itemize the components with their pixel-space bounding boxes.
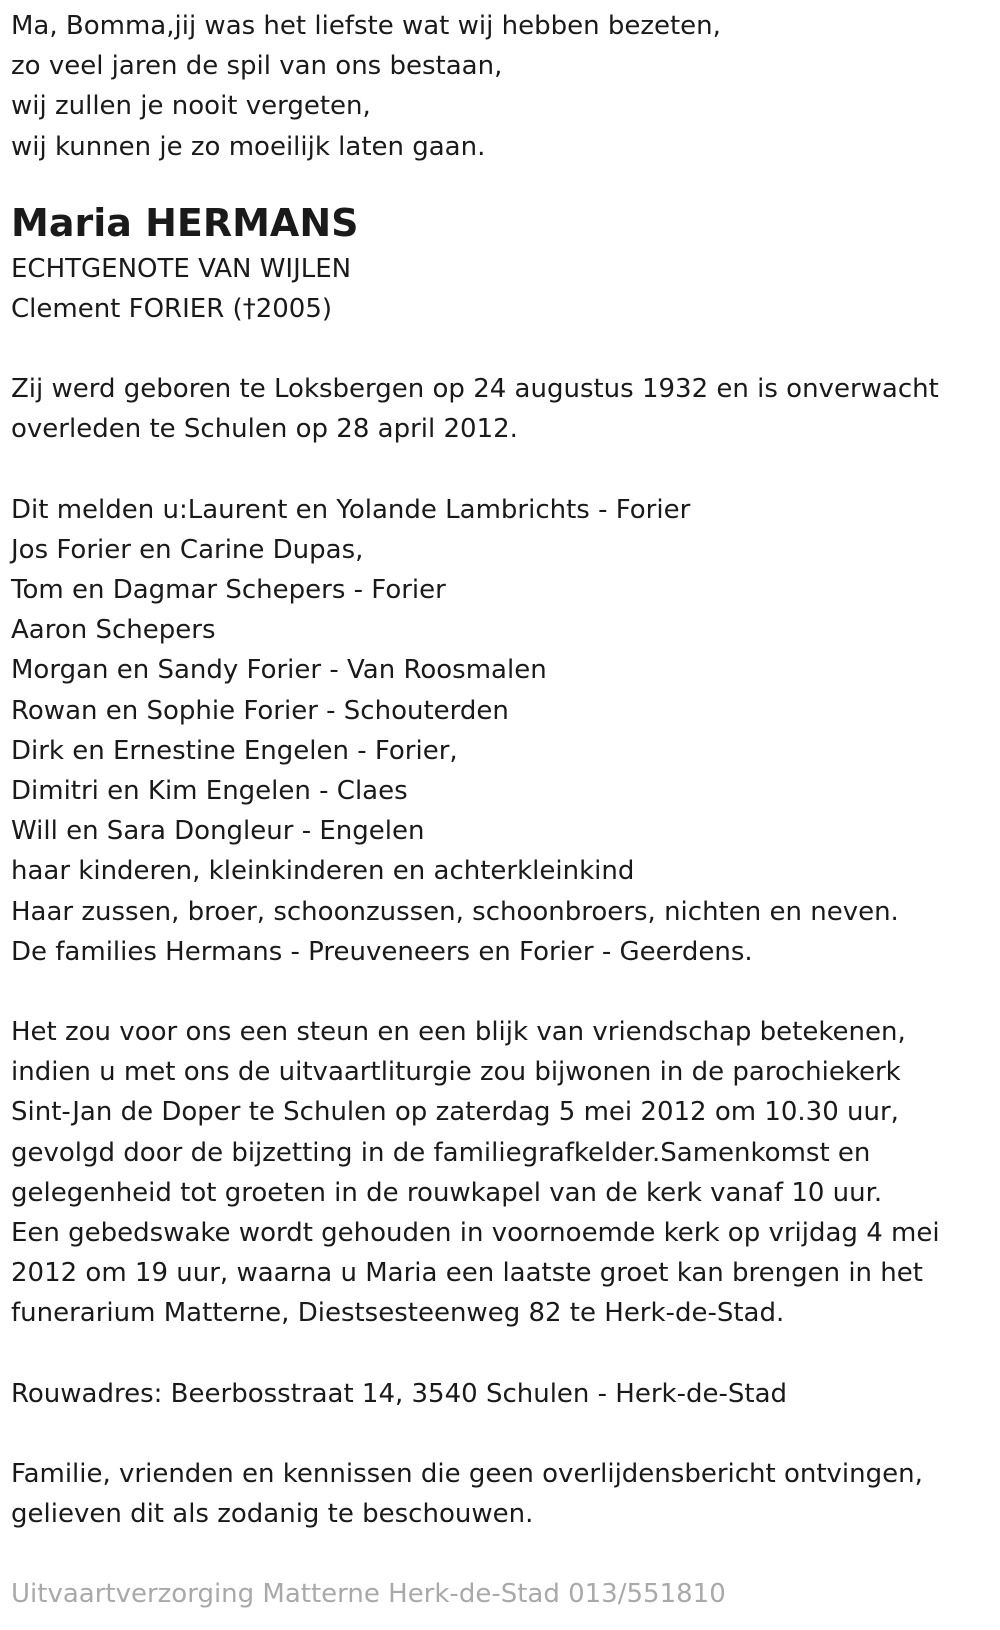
ceremony-line: gevolgd door de bijzetting in de familiegrafkelder.Samenkomst en	[11, 1137, 871, 1168]
announcer-line: haar kinderen, kleinkinderen en achterkleinkind	[11, 856, 635, 887]
ceremony-line: Het zou voor ons een steun en een blijk van vriendschap betekenen,	[11, 1017, 906, 1048]
announcer-line: Jos Forier en Carine Dupas,	[11, 534, 364, 565]
poem-line: Ma, Bomma,jij was het liefste wat wij hebben bezeten,	[11, 11, 721, 41]
deceased-name: Maria HERMANS	[11, 200, 359, 245]
announcer-line: De families Hermans - Preuveneers en Forier - Geerdens.	[11, 936, 753, 967]
poem-line: wij kunnen je zo moeilijk laten gaan.	[11, 131, 486, 162]
spacer	[11, 1414, 991, 1454]
announcer-line: Dit melden u:Laurent en Yolande Lambrichts - Forier	[11, 494, 691, 525]
announcer-line: Dirk en Ernestine Engelen - Forier,	[11, 735, 458, 766]
announcer-line: Rowan en Sophie Forier - Schouterden	[11, 695, 509, 726]
poem-line: zo veel jaren de spil van ons bestaan,	[11, 51, 503, 82]
spouse-title: ECHTGENOTE VAN WIJLEN	[11, 253, 352, 284]
birth-death-line: Zij werd geboren te Loksbergen op 24 augustus 1932 en is onverwacht	[11, 374, 939, 405]
notice	[11, 1454, 991, 1534]
announcers	[11, 490, 991, 972]
ceremony-line: Een gebedswake wordt gehouden in voornoemde kerk op vrijdag 4 mei	[11, 1218, 940, 1249]
ceremony-line: funerarium Matterne, Diestsesteenweg 82 te Herk-de-Stad.	[11, 1298, 785, 1329]
spacer	[11, 167, 991, 197]
mourning-address: Rouwadres: Beerbosstraat 14, 3540 Schulen - Herk-de-Stad	[11, 1378, 788, 1409]
announcer-line: Dimitri en Kim Engelen - Claes	[11, 776, 408, 807]
spacer	[11, 1534, 991, 1574]
poem	[11, 6, 991, 167]
spouse-name: Clement FORIER (†2005)	[11, 294, 333, 325]
ceremony-line: 2012 om 19 uur, waarna u Maria een laatste groet kan brengen in het	[11, 1258, 923, 1289]
funeral-director-footer: Uitvaartverzorging Matterne Herk-de-Stad 013/551810	[11, 1579, 726, 1610]
obituary-notice	[11, 6, 991, 1615]
ceremony-details	[11, 1012, 991, 1334]
announcer-line: Morgan en Sandy Forier - Van Roosmalen	[11, 655, 547, 686]
spacer	[11, 972, 991, 1012]
spacer	[11, 329, 991, 369]
announcer-line: Haar zussen, broer, schoonzussen, schoonbroers, nichten en neven.	[11, 896, 899, 927]
ceremony-line: Sint-Jan de Doper te Schulen op zaterdag 5 mei 2012 om 10.30 uur,	[11, 1097, 899, 1128]
notice-line: Familie, vrienden en kennissen die geen overlijdensbericht ontvingen,	[11, 1458, 923, 1489]
spacer	[11, 450, 991, 490]
announcer-line: Tom en Dagmar Schepers - Forier	[11, 575, 446, 606]
birth-death-line: overleden te Schulen op 28 april 2012.	[11, 414, 518, 445]
notice-line: gelieven dit als zodanig te beschouwen.	[11, 1499, 534, 1530]
announcer-line: Aaron Schepers	[11, 615, 216, 646]
spacer	[11, 1334, 991, 1374]
poem-line: wij zullen je nooit vergeten,	[11, 91, 371, 122]
ceremony-line: indien u met ons de uitvaartliturgie zou bijwonen in de parochiekerk	[11, 1057, 901, 1088]
deceased-block	[11, 197, 991, 329]
ceremony-line: gelegenheid tot groeten in de rouwkapel van de kerk vanaf 10 uur.	[11, 1177, 883, 1208]
announcer-line: Will en Sara Dongleur - Engelen	[11, 816, 425, 847]
birth-death	[11, 369, 991, 449]
